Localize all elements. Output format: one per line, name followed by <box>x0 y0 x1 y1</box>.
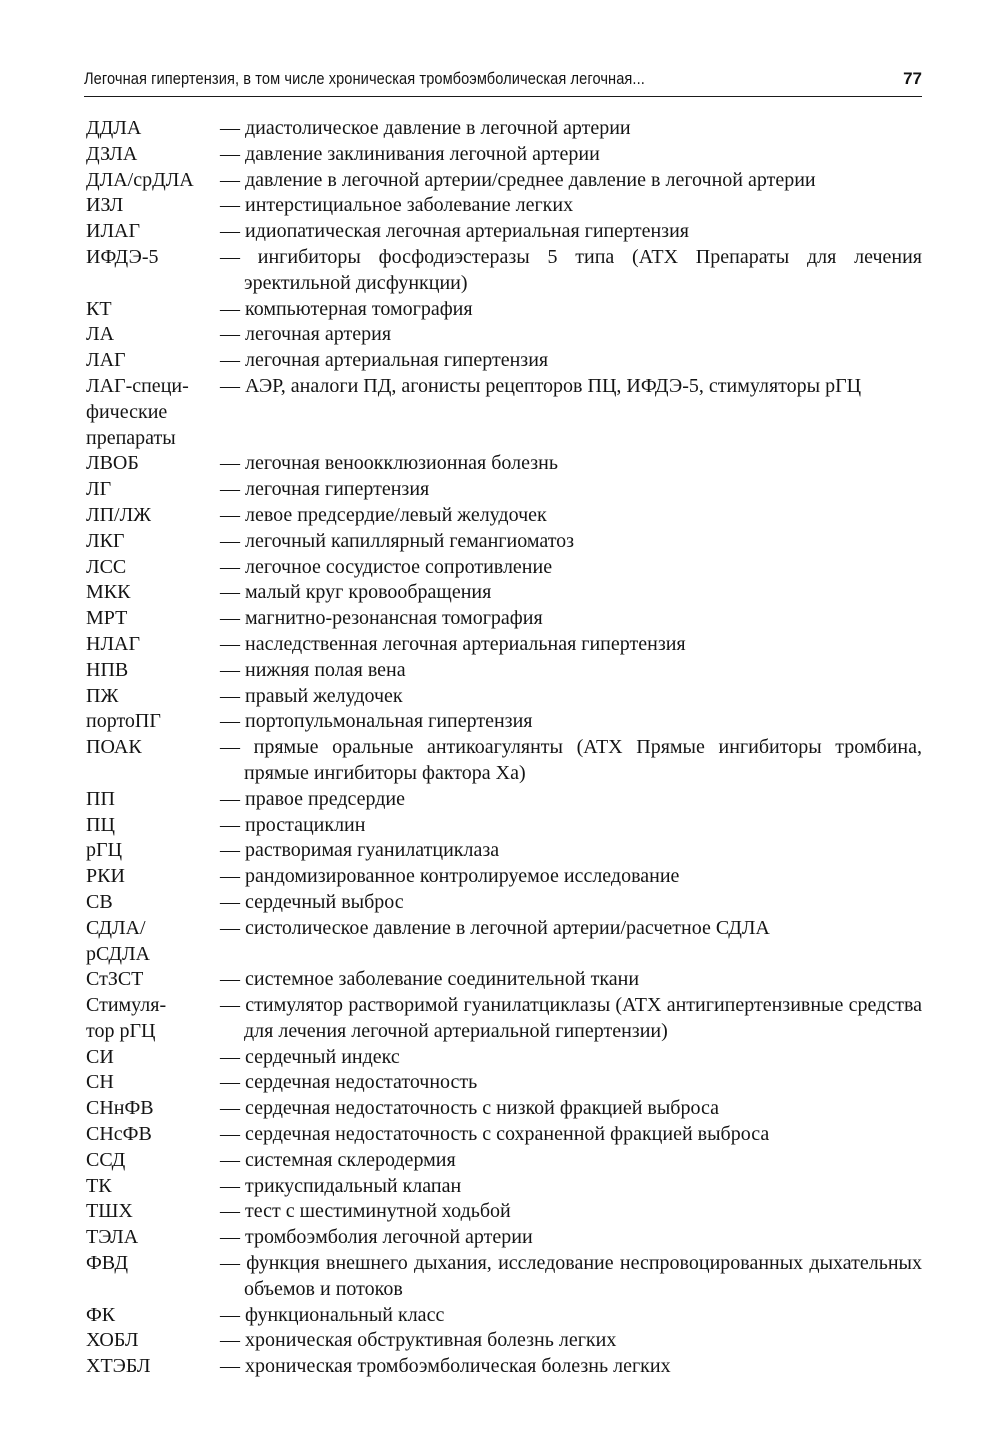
abbreviation-term: ПОАК <box>86 736 142 759</box>
abbreviation-term: СтЗСТ <box>86 968 144 991</box>
abbreviation-entry <box>86 503 922 529</box>
abbreviation-definition: — стимулятор растворимой гуанилатциклазы (АТХ антигипертензивные средства для лечения легочной артериальной гипертензии) <box>220 994 922 1042</box>
abbreviation-entry <box>86 632 922 658</box>
abbreviation-definition: — правое предсердие <box>220 787 405 810</box>
abbreviation-term: НПВ <box>86 658 129 681</box>
abbreviation-term: КТ <box>86 297 112 320</box>
abbreviation-term: СНсФВ <box>86 1123 152 1146</box>
abbreviation-definition: — легочное сосудистое сопротивление <box>220 555 553 578</box>
abbreviation-entry <box>86 1354 922 1380</box>
abbreviation-entry <box>86 1251 922 1303</box>
abbreviation-term: ДЗЛА <box>86 142 138 165</box>
abbreviation-term: ЛГ <box>86 478 112 501</box>
abbreviation-definition: — тромбоэмболия легочной артерии <box>220 1226 533 1249</box>
abbreviation-entry <box>86 1045 922 1071</box>
abbreviation-definition: — функциональный класс <box>220 1303 445 1326</box>
abbreviation-definition: — сердечная недостаточность с низкой фракцией выброса <box>220 1097 719 1120</box>
abbreviation-definition: — левое предсердие/левый желудочек <box>220 503 547 526</box>
abbreviation-entry <box>86 193 922 219</box>
abbreviation-definition: — функция внешнего дыхания, исследование неспровоцированных дыхательных объемов и потоков <box>220 1252 922 1300</box>
abbreviation-definition: — прямые оральные антикоагулянты (АТХ Прямые ингибиторы тромбина, прямые ингибиторы фактора Ха) <box>220 736 922 784</box>
abbreviation-term: ДДЛА <box>86 117 142 139</box>
abbreviation-definition: — легочная гипертензия <box>220 478 430 501</box>
abbreviation-term: ЛКГ <box>86 529 125 552</box>
abbreviation-definition: — интерстициальное заболевание легких <box>220 194 574 217</box>
abbreviation-term: ИЛАГ <box>86 220 141 243</box>
abbreviation-definition: — сердечная недостаточность <box>220 1071 478 1094</box>
abbreviation-term: ЛВОБ <box>86 452 139 475</box>
abbreviation-definition: — малый круг кровообращения <box>220 581 492 604</box>
abbreviation-entry <box>86 735 922 787</box>
abbreviation-definition: — тест с шестиминутной ходьбой <box>220 1200 511 1223</box>
abbreviation-definition: — системная склеродермия <box>220 1148 456 1171</box>
abbreviation-term: ССД <box>86 1148 126 1171</box>
abbreviation-entry <box>86 1070 922 1096</box>
abbreviation-term: СДЛА/ рСДЛА <box>86 916 150 965</box>
abbreviation-entry <box>86 838 922 864</box>
abbreviation-term: портоПГ <box>86 710 161 733</box>
abbreviation-term: ФВД <box>86 1252 129 1275</box>
abbreviation-term: ТЭЛА <box>86 1226 139 1249</box>
abbreviation-term: ПЖ <box>86 684 119 707</box>
abbreviation-definition: — сердечный индекс <box>220 1045 400 1068</box>
abbreviation-entry <box>86 1174 922 1200</box>
abbreviation-entry <box>86 580 922 606</box>
abbreviation-entry <box>86 1096 922 1122</box>
abbreviation-definition: — давление заклинивания легочной артерии <box>220 142 600 165</box>
abbreviation-term: ТК <box>86 1174 112 1197</box>
abbreviation-entry <box>86 116 922 142</box>
abbreviation-term: Стимуля- тор рГЦ <box>86 994 167 1042</box>
abbreviation-definition: — диастолическое давление в легочной артерии <box>220 117 631 139</box>
abbreviation-entry <box>86 1328 922 1354</box>
abbreviation-definition: — системное заболевание соединительной ткани <box>220 968 640 991</box>
abbreviation-term: НЛАГ <box>86 632 141 655</box>
abbreviation-entry <box>86 709 922 735</box>
abbreviation-entry <box>86 1199 922 1225</box>
abbreviation-entry <box>86 787 922 813</box>
abbreviation-term: ЛАГ <box>86 349 126 372</box>
abbreviation-definition: — простациклин <box>220 813 366 836</box>
abbreviation-term: ЛП/ЛЖ <box>86 503 152 526</box>
abbreviation-definition: — нижняя полая вена <box>220 658 406 681</box>
abbreviation-definition: — рандомизированное контролируемое исследование <box>220 865 680 888</box>
abbreviation-term: СН <box>86 1071 114 1094</box>
abbreviation-entry <box>86 297 922 323</box>
abbreviation-definition: — систолическое давление в легочной артерии/расчетное СДЛА <box>220 916 770 939</box>
abbreviation-entry <box>86 890 922 916</box>
page-number: 77 <box>903 69 922 88</box>
abbreviation-term: СИ <box>86 1045 114 1068</box>
abbreviation-definition: — легочный капиллярный гемангиоматоз <box>220 529 575 552</box>
abbreviation-entry <box>86 967 922 993</box>
abbreviation-entry <box>86 993 922 1045</box>
abbreviation-entry <box>86 1122 922 1148</box>
abbreviation-entry <box>86 374 922 451</box>
abbreviation-entry <box>86 322 922 348</box>
abbreviation-definition: — хроническая обструктивная болезнь легких <box>220 1329 617 1352</box>
abbreviation-term: ИФДЭ-5 <box>86 245 159 268</box>
abbreviation-definition: — правый желудочек <box>220 684 403 707</box>
abbreviation-term: ФК <box>86 1303 116 1326</box>
abbreviation-definition: — портопульмональная гипертензия <box>220 710 533 733</box>
abbreviation-definition: — ингибиторы фосфодиэстеразы 5 типа (АТХ Препараты для лечения эректильной дисфункции) <box>220 245 922 294</box>
abbreviation-definition: — компьютерная томография <box>220 297 473 320</box>
abbreviation-entry <box>86 916 922 968</box>
abbreviation-entry <box>86 1303 922 1329</box>
abbreviation-entry <box>86 684 922 710</box>
abbreviation-term: ХОБЛ <box>86 1329 139 1352</box>
abbreviation-term: ЛА <box>86 323 115 346</box>
abbreviation-entry <box>86 1225 922 1251</box>
abbreviation-definition: — магнитно-резонансная томография <box>220 607 543 630</box>
abbreviation-term: СВ <box>86 890 113 913</box>
abbreviation-entry <box>86 245 922 297</box>
abbreviation-definition: — сердечная недостаточность с сохраненной фракцией выброса <box>220 1123 770 1146</box>
abbreviation-list <box>86 116 922 1380</box>
abbreviation-term: ХТЭБЛ <box>86 1355 151 1378</box>
abbreviation-term: СНнФВ <box>86 1097 154 1120</box>
running-header <box>84 66 922 97</box>
abbreviation-entry <box>86 864 922 890</box>
abbreviation-definition: — идиопатическая легочная артериальная гипертензия <box>220 220 689 243</box>
abbreviation-entry <box>86 219 922 245</box>
abbreviation-entry <box>86 1148 922 1174</box>
abbreviation-definition: — легочная артериальная гипертензия <box>220 349 549 372</box>
abbreviation-definition: — легочная артерия <box>220 323 392 346</box>
abbreviation-entry <box>86 658 922 684</box>
abbreviation-term: ЛСС <box>86 555 127 578</box>
abbreviation-term: РКИ <box>86 865 125 888</box>
abbreviation-entry <box>86 348 922 374</box>
abbreviation-entry <box>86 168 922 194</box>
abbreviation-term: ПП <box>86 787 115 810</box>
abbreviation-definition: — трикуспидальный клапан <box>220 1174 462 1197</box>
abbreviation-definition: — растворимая гуанилатциклаза <box>220 839 500 862</box>
abbreviation-definition: — легочная веноокклюзионная болезнь <box>220 452 558 475</box>
abbreviation-term: ДЛА/срДЛА <box>86 168 194 191</box>
abbreviation-entry <box>86 451 922 477</box>
abbreviation-entry <box>86 606 922 632</box>
abbreviation-term: ИЗЛ <box>86 194 124 217</box>
running-header-title: Легочная гипертензия, в том числе хроническая тромбоэмболическая легочная... <box>84 69 645 88</box>
abbreviation-definition: — давление в легочной артерии/среднее давление в легочной артерии <box>220 168 816 191</box>
abbreviation-entry <box>86 142 922 168</box>
abbreviation-definition: — наследственная легочная артериальная гипертензия <box>220 632 686 655</box>
abbreviation-entry <box>86 813 922 839</box>
abbreviation-term: ЛАГ-специ- фические препараты <box>86 374 189 449</box>
abbreviation-term: МКК <box>86 581 131 604</box>
abbreviation-entry <box>86 555 922 581</box>
abbreviation-term: ТШХ <box>86 1200 133 1223</box>
abbreviation-definition: — хроническая тромбоэмболическая болезнь легких <box>220 1355 671 1378</box>
abbreviation-entry <box>86 529 922 555</box>
abbreviation-term: рГЦ <box>86 839 123 862</box>
abbreviation-definition: — сердечный выброс <box>220 890 404 913</box>
abbreviation-entry <box>86 477 922 503</box>
abbreviation-term: ПЦ <box>86 813 115 836</box>
abbreviation-term: МРТ <box>86 607 128 630</box>
abbreviation-definition: — АЭР, аналоги ПД, агонисты рецепторов ПЦ, ИФДЭ-5, стимуляторы рГЦ <box>220 374 862 397</box>
